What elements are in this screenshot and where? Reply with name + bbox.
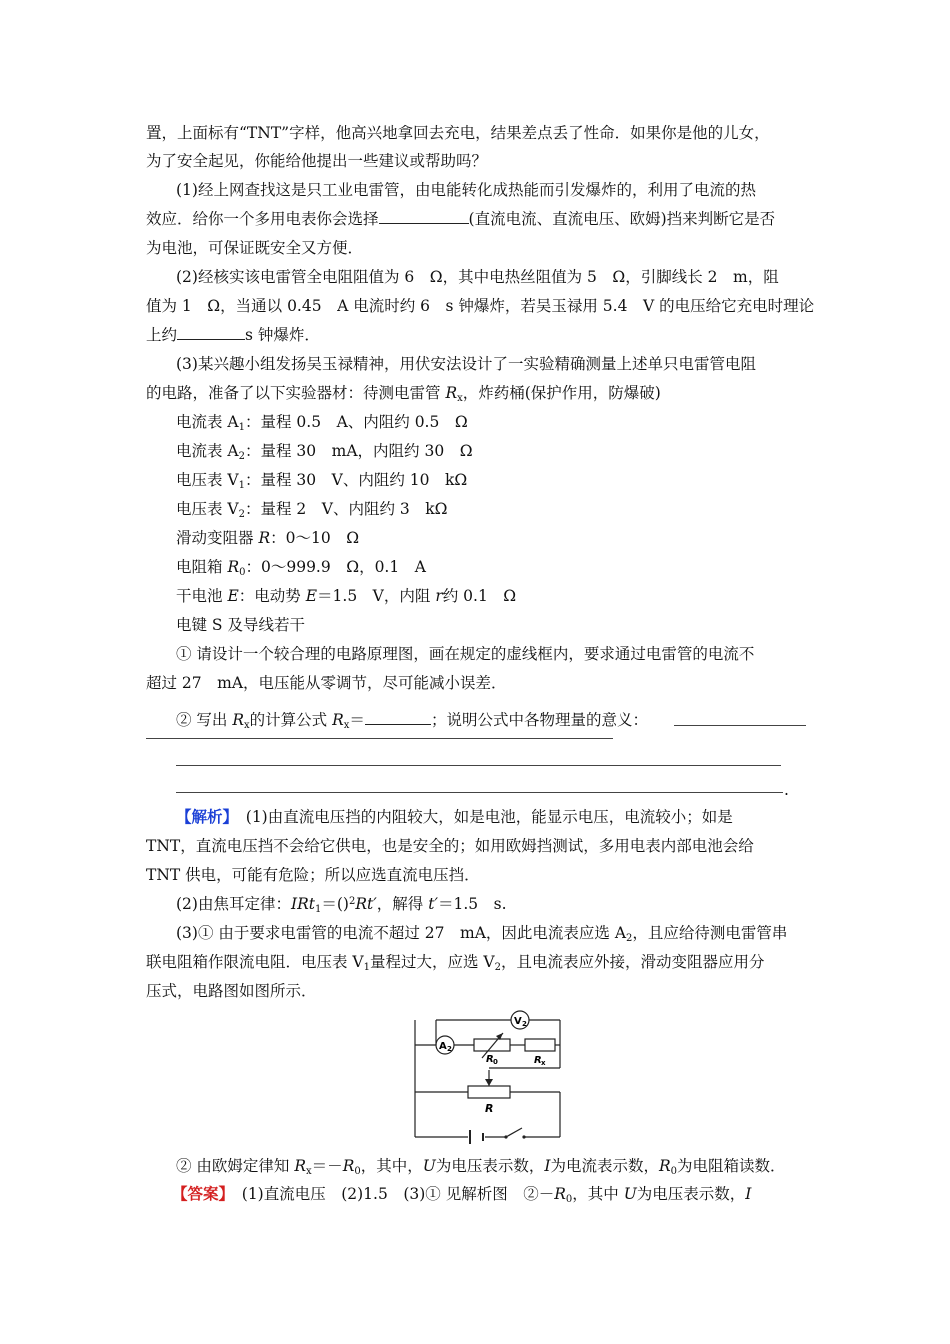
equip-r0: 电阻箱 $R_0$：0～999.9 Ω，0.1 A [176, 558, 426, 578]
svg-text:2: 2 [522, 1020, 527, 1028]
q3-line-2: 的电路，准备了以下实验器材：待测电雷管 $R_x$，炸药桶(保护作用，防爆破) [146, 384, 661, 404]
task1-line-2: 超过 27 mA，电压能从零调节，尽可能减小误差． [146, 674, 507, 692]
answer-tag: 【答案】 [172, 1184, 227, 1203]
voltmeter-v2-label: V [514, 1016, 522, 1027]
analysis-line-6: 联电阻箱作限流电阻．电压表 $V_1$量程过大，应选 $V_2$，且电流表应外接，滑动变阻器应用分 [146, 953, 765, 973]
analysis-line-8: ② 由欧姆定律知 $R_x=-R_0$，其中，U为电压表示数，I为电流表示数，$R_0$为电阻箱读数． [176, 1157, 786, 1177]
svg-text:0: 0 [493, 1058, 498, 1066]
answer-blank[interactable] [177, 325, 245, 340]
answer-line[interactable] [176, 792, 783, 793]
analysis-line-3: TNT 供电，可能有危险；所以应选直流电压挡． [146, 866, 480, 884]
analysis-line-2: TNT，直流电压挡不会给它供电，也是安全的；如用欧姆挡测试，多用电表内部电池会给 [146, 837, 754, 855]
answer-line[interactable] [146, 738, 613, 739]
circuit-diagram [410, 1000, 580, 1150]
task1-line-1: ① 请设计一个较合理的电路原理图，画在规定的虚线框内，要求通过电雷管的电流不 [176, 645, 755, 663]
answer-blank[interactable] [379, 209, 469, 224]
equip-battery: 干电池 E：电动势 E＝1.5 V，内阻 r约 0.1 Ω [176, 587, 517, 605]
q1-line-2: 效应．给你一个多用电表你会选择 (直流电流、直流电压、欧姆)挡来判断它是否 [146, 210, 776, 228]
q2-line-3: 上约 s 钟爆炸． [146, 326, 320, 344]
answer-period: . [784, 781, 789, 799]
analysis-line-5: (3)① 由于要求电雷管的电流不超过 27 mA，因此电流表应选 $A_2$，且应给待测电雷管串 [176, 924, 788, 944]
answer-line[interactable] [176, 765, 781, 766]
svg-text:x: x [541, 1059, 546, 1067]
detonator-rx-label: R [534, 1055, 542, 1066]
analysis-tag: 【解析】 [176, 807, 231, 826]
ammeter-a2-label: A [439, 1041, 447, 1052]
q3-line-1: (3)某兴趣小组发扬吴玉禄精神，用伏安法设计了一实验精确测量上述单只电雷管电阻 [176, 355, 756, 373]
q1-line-3: 为电池，可保证既安全又方便． [146, 239, 364, 257]
equip-r: 滑动变阻器 R：0～10 Ω [176, 529, 360, 547]
answer-line: 【答案】 (1)直流电压 (2)1.5 (3)① 见解析图 $②-R_0$，其中 U为电压表示数，I [172, 1184, 752, 1205]
analysis-line-4: (2)由焦耳定律：IRt$_1$＝()$^2$Rt′，解得 t′＝1.5 s. [176, 895, 507, 915]
analysis-line-7: 压式，电路图如图所示． [146, 982, 317, 1000]
intro-line-1: 置，上面标有“TNT”字样，他高兴地拿回去充电，结果差点丢了性命．如果你是他的儿女， [146, 124, 770, 142]
q2-line-2: 值为 1 Ω，当通以 0.45 A 电流时约 6 s 钟爆炸，若吴玉禄用 5.4 V 的电压给它充电时理论 [146, 297, 815, 315]
intro-line-2: 为了安全起见，你能给他提出一些建议或帮助吗？ [146, 152, 488, 170]
equip-a1: 电流表 $A_1$：量程 0.5 A、内阻约 0.5 Ω [176, 413, 468, 433]
analysis-line-1: 【解析】 (1)由直流电压挡的内阻较大，如是电池，能显示电压，电流较小；如是 [176, 807, 733, 826]
formula-blank[interactable] [365, 710, 431, 725]
q1-line-1: (1)经上网查找这是只工业电雷管，由电能转化成热能而引发爆炸的，利用了电流的热 [176, 181, 756, 199]
equip-switch: 电键 S 及导线若干 [176, 616, 305, 634]
task2-line: ② 写出 $R_x$的计算公式 $R_x=$ ；说明公式中各物理量的意义： [176, 711, 648, 731]
equip-v1: 电压表 $V_1$：量程 30 V、内阻约 10 kΩ [176, 471, 468, 491]
equip-v2: 电压表 $V_2$：量程 2 V、内阻约 3 kΩ [176, 500, 448, 520]
equip-a2: 电流表 $A_2$：量程 30 mA，内阻约 30 Ω [176, 442, 473, 462]
answer-line[interactable] [674, 725, 806, 726]
rheostat-label: R [485, 1102, 494, 1115]
svg-text:2: 2 [447, 1045, 452, 1053]
resistance-box-label: R [486, 1054, 494, 1065]
q2-line-1: (2)经核实该电雷管全电阻阻值为 6 Ω，其中电热丝阻值为 5 Ω，引脚线长 2 m，阻 [176, 268, 779, 286]
